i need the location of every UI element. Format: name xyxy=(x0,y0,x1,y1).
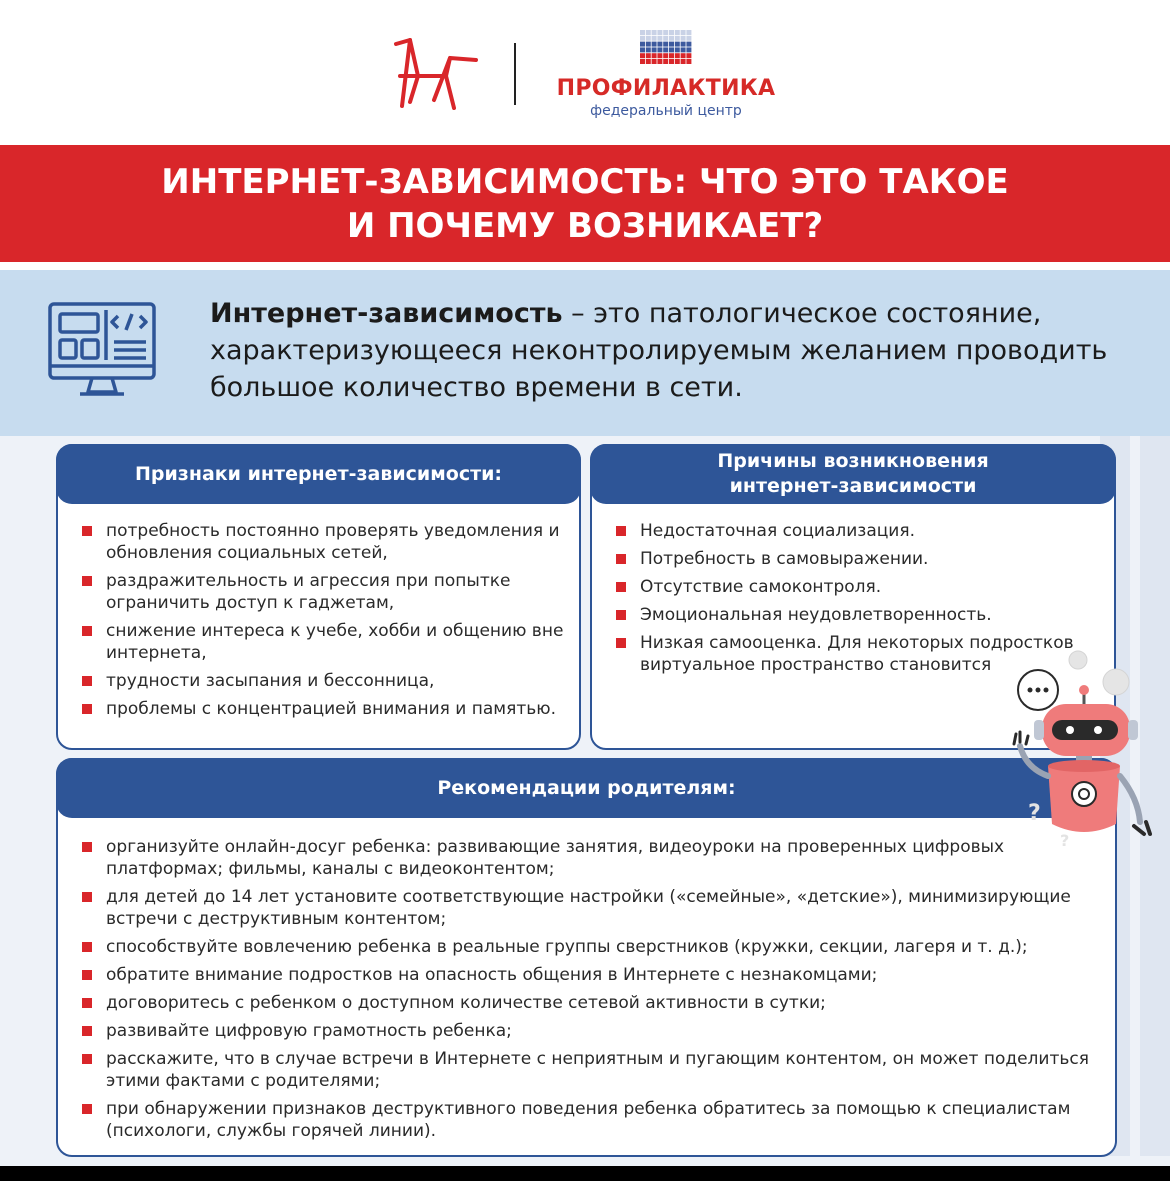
list-item: расскажите, что в случае встречи в Интернете с неприятным и пугающим контентом, он может поделиться этими фактами с родителями; xyxy=(80,1048,1090,1092)
list-item: способствуйте вовлечению ребенка в реальные группы сверстников (кружки, секции, лагеря и т. д.); xyxy=(80,936,1090,958)
svg-text:?: ? xyxy=(1028,801,1041,826)
causes-title-line-1: Причины возникновения xyxy=(717,450,989,472)
list-item: организуйте онлайн-досуг ребенка: развивающие занятия, видеоуроки на проверенных цифровых платформах; фильмы, каналы с видеоконтентом; xyxy=(80,836,1090,880)
list-item: трудности засыпания и бессонница, xyxy=(80,670,575,692)
signs-card-header xyxy=(56,444,581,504)
definition-text xyxy=(210,295,1130,406)
definition-body: – это патологическое состояние, характеризующееся неконтролируемым желанием проводить большое количество времени в сети. xyxy=(210,298,1108,403)
list-item: проблемы с концентрацией внимания и памятью. xyxy=(80,698,575,720)
title-banner xyxy=(0,145,1170,262)
computer-code-icon xyxy=(46,300,158,400)
list-item: Низкая самооценка. Для некоторых подростков виртуальное пространство становится xyxy=(614,632,1104,676)
header xyxy=(0,0,1170,145)
causes-card-header xyxy=(590,444,1116,504)
chair-logo-icon xyxy=(388,36,478,112)
list-item: Потребность в самовыражении. xyxy=(614,548,1104,570)
bottom-bar xyxy=(0,1166,1170,1181)
page-title-line-1: ИНТЕРНЕТ-ЗАВИСИМОСТЬ: ЧТО ЭТО ТАКОЕ xyxy=(161,161,1009,202)
list-item: при обнаружении признаков деструктивного поведения ребенка обратитесь за помощью к специалистам (психологи, службы горячей линии). xyxy=(80,1098,1090,1142)
logo-divider xyxy=(514,43,516,105)
signs-list xyxy=(80,520,575,726)
speech-bubble-icon xyxy=(1018,670,1058,710)
recommendations-title: Рекомендации родителям: xyxy=(437,776,736,799)
org-name: ПРОФИЛАКТИКА xyxy=(556,76,776,101)
svg-text:?: ? xyxy=(1060,831,1070,850)
recommendations-card-header xyxy=(56,758,1117,818)
recommendations-card xyxy=(56,758,1117,1157)
robot-illustration xyxy=(1000,640,1170,860)
list-item: Эмоциональная неудовлетворенность. xyxy=(614,604,1104,626)
list-item: обратите внимание подростков на опасность общения в Интернете с незнакомцами; xyxy=(80,964,1090,986)
list-item: снижение интереса к учебе, хобби и общению вне интернета, xyxy=(80,620,575,664)
grid-logo-icon xyxy=(640,30,692,66)
list-item: раздражительность и агрессия при попытке ограничить доступ к гаджетам, xyxy=(80,570,575,614)
list-item: развивайте цифровую грамотность ребенка; xyxy=(80,1020,1090,1042)
page-title-line-2: И ПОЧЕМУ ВОЗНИКАЕТ? xyxy=(346,205,824,246)
signs-card xyxy=(56,444,581,750)
list-item: Отсутствие самоконтроля. xyxy=(614,576,1104,598)
list-item: Недостаточная социализация. xyxy=(614,520,1104,542)
list-item: потребность постоянно проверять уведомления и обновления социальных сетей, xyxy=(80,520,575,564)
definition-term: Интернет-зависимость xyxy=(210,298,563,329)
list-item: для детей до 14 лет установите соответствующие настройки («семейные», «детские»), минимизирующие встречи с деструктивным контентом; xyxy=(80,886,1090,930)
gear-icon xyxy=(1069,651,1129,695)
signs-title: Признаки интернет-зависимости: xyxy=(134,462,503,485)
causes-title-line-2: интернет-зависимости xyxy=(729,475,977,497)
list-item: договоритесь с ребенком о доступном количестве сетевой активности в сутки; xyxy=(80,992,1090,1014)
page-title xyxy=(85,160,1085,248)
recommendations-list xyxy=(80,836,1090,1148)
org-subtitle: федеральный центр xyxy=(590,103,742,119)
